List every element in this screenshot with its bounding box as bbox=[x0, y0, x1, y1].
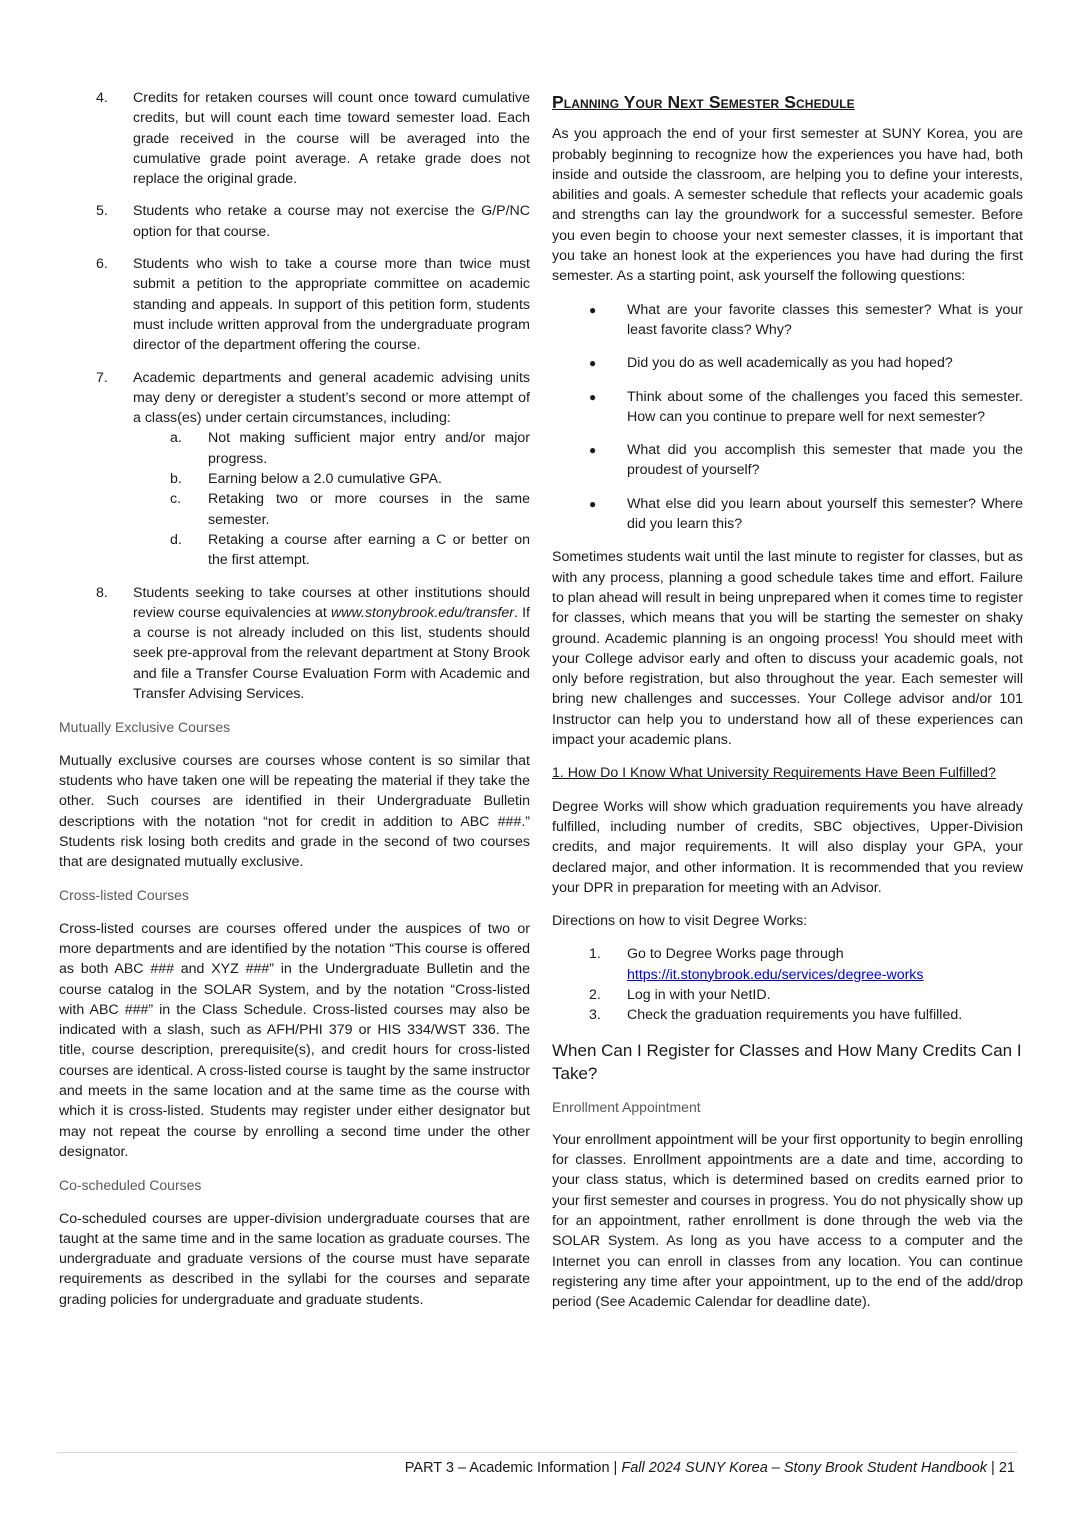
degree-works-link[interactable]: https://it.stonybrook.edu/services/degree-works bbox=[627, 966, 924, 983]
list-item bbox=[59, 201, 530, 242]
step-label: Go to Degree Works page through bbox=[627, 946, 844, 963]
sub-list-item bbox=[133, 489, 530, 530]
sub-item-text: Not making sufficient major entry and/or major progress. bbox=[208, 430, 530, 467]
sub-list-item bbox=[133, 530, 530, 571]
reflection-questions bbox=[552, 300, 1023, 535]
item-number: 4. bbox=[96, 90, 108, 106]
bullet-icon: ● bbox=[589, 389, 597, 404]
item-text: Credits for retaken courses will count once toward cumulative credits, but will count each time toward semester load. Each grade received in the course will be averaged into the cumulative grade point average. A retake grade does not replace the original grade. bbox=[133, 90, 530, 188]
list-item bbox=[59, 254, 530, 355]
list-item bbox=[59, 88, 530, 189]
list-item bbox=[552, 1005, 1023, 1025]
list-item bbox=[552, 944, 1023, 985]
step-text: Check the graduation requirements you have fulfilled. bbox=[627, 1007, 963, 1024]
mutually-exclusive-heading: Mutually Exclusive Courses bbox=[59, 719, 231, 736]
item-text-start: Students seeking to take courses at other institutions should review course equivalencies at bbox=[133, 584, 530, 621]
sub-item-text: Retaking a course after earning a C or better on the first attempt. bbox=[208, 531, 530, 569]
bullet-icon: ● bbox=[589, 496, 597, 511]
item-text: Academic departments and general academic advising units may deny or deregister a student’s second or more attempt of a class(es) under certain circumstances, including: bbox=[133, 369, 530, 427]
left-column bbox=[59, 88, 530, 1323]
item-number: 6. bbox=[96, 256, 108, 273]
bullet-icon: ● bbox=[589, 302, 597, 317]
intro-paragraph: As you approach the end of your first semester at SUNY Korea, you are probably beginning to recognize how the experiences you have had, both inside and outside the classroom, are helping you to define your interests, abilities and goals. A semester schedule that reflects your academic goals and strengths can lay the groundwork for a successful semester. Before you even begin to choose your next semester classes, it is important that you take an honest look at the experiences you have had during the first semester. As a starting point, ask yourself the following questions: bbox=[552, 126, 1023, 285]
sub-item-text: Earning below a 2.0 cumulative GPA. bbox=[208, 471, 442, 488]
sub-list-item bbox=[133, 469, 530, 489]
list-item bbox=[552, 387, 1023, 428]
enrollment-appointment-heading: Enrollment Appointment bbox=[552, 1098, 701, 1115]
right-column bbox=[552, 88, 1023, 1326]
list-item bbox=[59, 583, 530, 705]
list-item bbox=[59, 368, 530, 571]
footer-divider bbox=[57, 1452, 1018, 1453]
registration-heading: When Can I Register for Classes and How Many Credits Can I Take? bbox=[552, 1040, 1022, 1083]
footer-handbook-title: Fall 2024 SUNY Korea – Stony Brook Student Handbook bbox=[621, 1460, 988, 1476]
step-number: 2. bbox=[589, 986, 601, 1003]
directions-intro: Directions on how to visit Degree Works: bbox=[552, 913, 808, 930]
sub-item-letter: d. bbox=[170, 531, 182, 548]
mutually-exclusive-paragraph: Mutually exclusive courses are courses whose content is so similar that students who have taken one will be repeating the material if they take the other. Such courses are identified in their Undergraduate Bulletin descriptions with the notation “not for credit in addition to ABC ###.” Students risk losing both credits and grade in the second of two courses that are designated mutually exclusive. bbox=[59, 752, 530, 871]
item-text bbox=[133, 583, 530, 705]
transfer-url: www.stonybrook.edu/transfer bbox=[331, 604, 514, 621]
item-text: Students who wish to take a course more than twice must submit a petition to the appropriate committee on academic standing and appeals. In support of this petition form, students must include written approval from the undergraduate program director of the department offering the course. bbox=[133, 256, 530, 354]
question-text: What else did you learn about yourself this semester? Where did you learn this? bbox=[627, 495, 1023, 533]
item-body bbox=[133, 368, 530, 571]
step-number: 1. bbox=[589, 946, 601, 963]
page-number: 21 bbox=[998, 1460, 1015, 1476]
question-text: What did you accomplish this semester that made you the proudest of yourself? bbox=[627, 442, 1023, 479]
question-text: Did you do as well academically as you had hoped? bbox=[627, 355, 953, 372]
section-title: Planning Your Next Semester Schedule bbox=[552, 92, 855, 112]
degree-works-directions bbox=[552, 944, 1023, 1025]
sub-item-letter: c. bbox=[170, 491, 182, 508]
item-text: Students who retake a course may not exercise the G/P/NC option for that course. bbox=[133, 203, 530, 240]
bullet-icon: ● bbox=[589, 443, 597, 458]
degree-works-paragraph: Degree Works will show which graduation requirements you have already fulfilled, including number of credits, SBC objectives, Upper-Division credits, and major requirements. It will also display your GPA, your declared major, and other information. It is recommended that you review your DPR in preparation for meeting with an Advisor. bbox=[552, 798, 1023, 896]
cross-listed-paragraph: Cross-listed courses are courses offered under the auspices of two or more departments and are identified by the notation “This course is offered as both ABC ### and XYZ ###” in the Undergraduate Bulletin and the course catalog in the SOLAR System, and by the notation “Cross-listed with ABC ###” in the Class Schedule. Cross-listed courses may also be indicated with a slash, such as AFH/PHI 379 or HIS 334/WST 336. The title, course description, prerequisite(s), and credit hours for cross-listed courses are identical. A cross-listed course is taught by the same instructor and meets in the same location and at the same time as the course with which it is cross-listed. Students may register under either designator but may not repeat the course by enrolling a second time under the other designator. bbox=[59, 920, 530, 1160]
co-scheduled-heading: Co-scheduled Courses bbox=[59, 1177, 202, 1194]
item-text-end: . If a course is not already included on this list, students should seek pre-approval from the relevant department at Stony Brook and file a Transfer Course Evaluation Form with Academic and Transfer Advising Services. bbox=[133, 604, 530, 703]
sub-item-text: Retaking two or more courses in the same semester. bbox=[208, 491, 530, 528]
retake-rules-list bbox=[59, 88, 530, 704]
sub-list bbox=[133, 428, 530, 570]
item-number: 7. bbox=[96, 369, 108, 386]
bullet-icon: ● bbox=[589, 356, 597, 371]
sub-list-item bbox=[133, 428, 530, 469]
planning-paragraph: Sometimes students wait until the last minute to register for classes, but as with any process, planning a good schedule takes time and effort. Failure to plan ahead will result in being unprepared when it comes time to register for classes, which means that you will be starting the semester on shaky ground. Academic planning is an ongoing process! You should meet with your College advisor early and often to discuss your academic goals, not only before registration, but also throughout the year. Each semester will bring new challenges and successes. Your College advisor and/or 101 Instructor can help you to understand how all of these experiences can impact your academic plans. bbox=[552, 549, 1023, 749]
list-item bbox=[552, 494, 1023, 535]
list-item bbox=[552, 353, 1023, 373]
sub-item-letter: b. bbox=[170, 471, 182, 488]
requirements-question-heading: 1. How Do I Know What University Requirements Have Been Fulfilled? bbox=[552, 765, 996, 782]
footer-separator: | bbox=[609, 1460, 622, 1476]
sub-item-letter: a. bbox=[170, 430, 182, 447]
list-item bbox=[552, 440, 1023, 481]
page-footer bbox=[405, 1460, 1015, 1476]
footer-part-label: PART 3 – Academic Information bbox=[404, 1460, 610, 1476]
step-text: Log in with your NetID. bbox=[627, 986, 771, 1003]
footer-separator: | bbox=[987, 1460, 999, 1476]
question-text: What are your favorite classes this semester? What is your least favorite class? Why? bbox=[627, 301, 1023, 338]
item-number: 8. bbox=[96, 584, 108, 601]
enrollment-paragraph: Your enrollment appointment will be your first opportunity to begin enrolling for classes. Enrollment appointments are a date and time, according to your class status, which is determined based on credits earned prior to your first semester and courses in progress. You do not physically show up for an appointment, rather enrollment is done through the web via the SOLAR System. As long as you have access to a computer and the Internet you can enroll in classes from any location. You can continue registering any time after your appointment, up to the end of the add/drop period (See Academic Calendar for deadline date). bbox=[552, 1131, 1023, 1311]
list-item bbox=[552, 300, 1023, 341]
item-number: 5. bbox=[96, 203, 108, 220]
question-text: Think about some of the challenges you faced this semester. How can you continue to prepare well for next semester? bbox=[627, 388, 1023, 425]
cross-listed-heading: Cross-listed Courses bbox=[59, 887, 189, 904]
co-scheduled-paragraph: Co-scheduled courses are upper-division undergraduate courses that are taught at the same time and in the same location as graduate courses. The undergraduate and graduate versions of the course must have separate requirements as described in the syllabi for the courses and separate grading policies for undergraduate and graduate students. bbox=[59, 1210, 530, 1308]
step-number: 3. bbox=[589, 1007, 601, 1024]
list-item bbox=[552, 985, 1023, 1005]
step-text bbox=[627, 944, 1023, 985]
